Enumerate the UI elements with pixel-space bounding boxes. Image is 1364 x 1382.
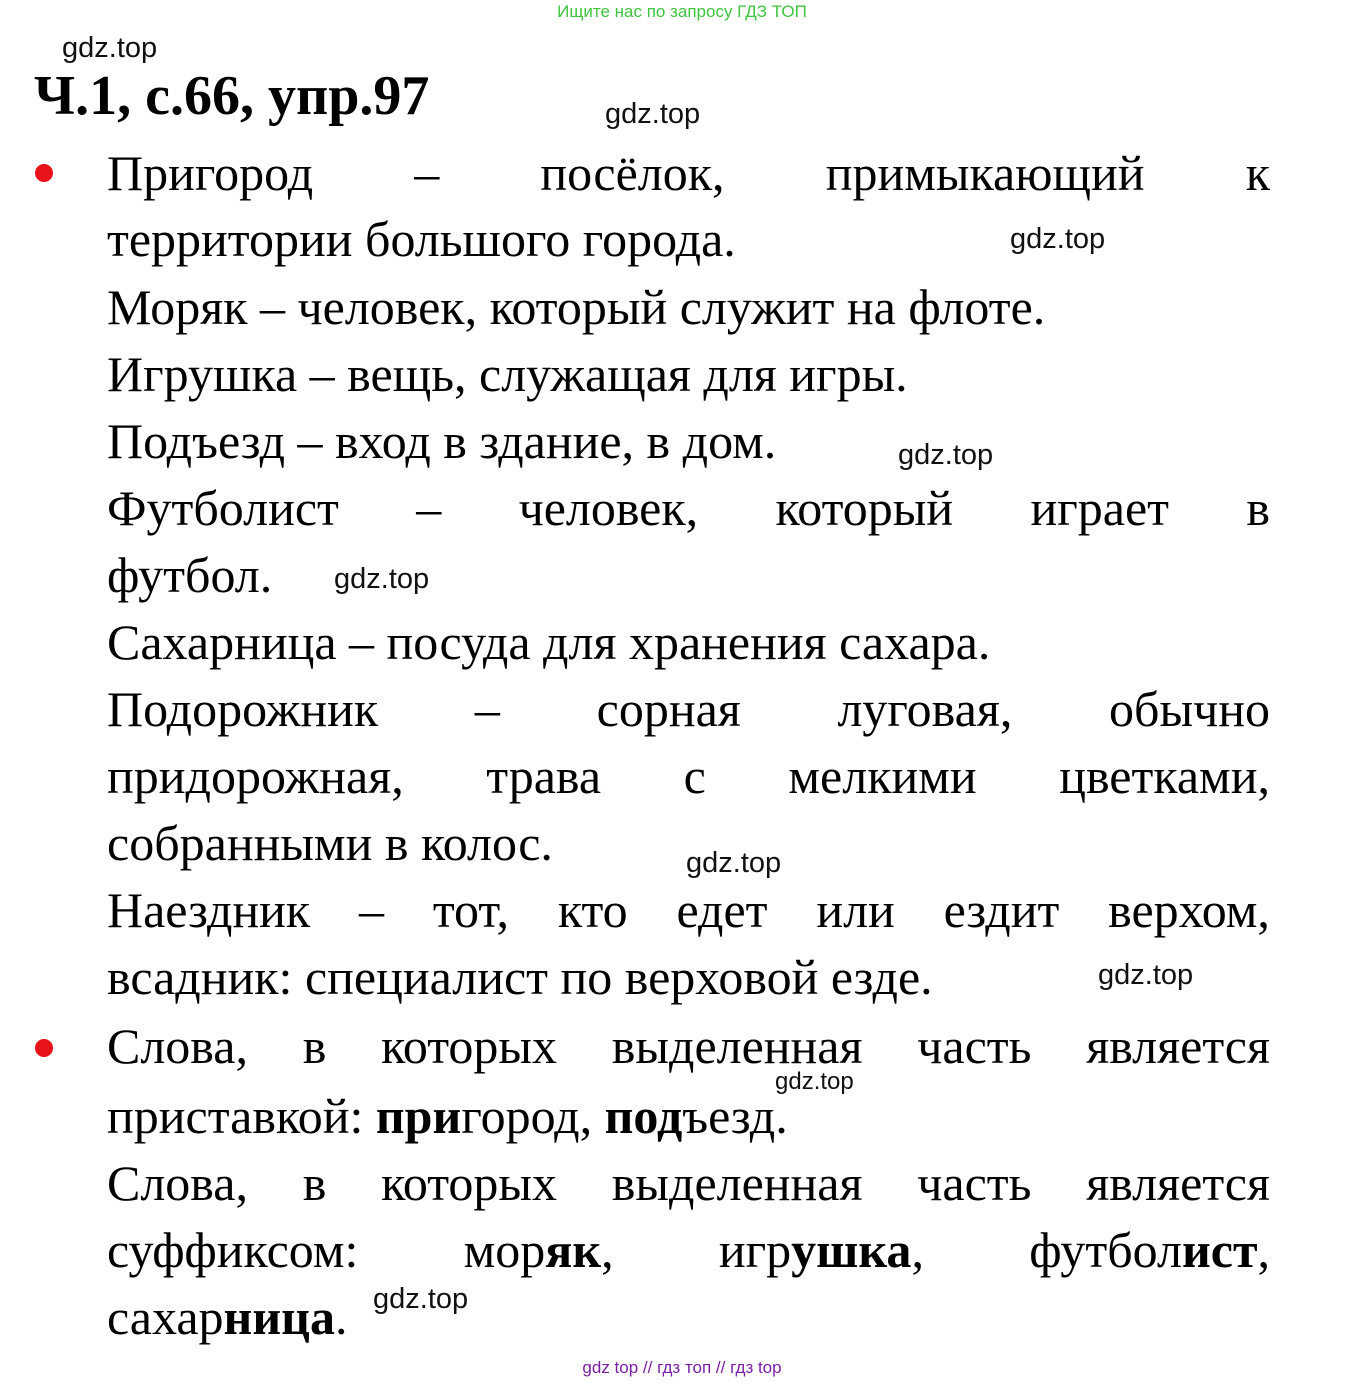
- text-line-7: футбол.: [107, 547, 273, 603]
- bullet-icon: [35, 164, 53, 182]
- word: –: [416, 480, 442, 536]
- text-line-13: всадник: специалист по верховой езде.: [107, 949, 933, 1005]
- word: выделенная: [611, 1155, 863, 1211]
- word: –: [414, 145, 440, 201]
- plain-text: город,: [461, 1088, 605, 1144]
- word: [1029, 1222, 1270, 1278]
- word: [718, 1222, 924, 1278]
- text-line-8: Сахарница – посуда для хранения сахара.: [107, 614, 991, 670]
- text-line-11: собранными в колос.: [107, 815, 553, 871]
- word: трава: [486, 748, 602, 804]
- plain-text: .: [334, 1289, 348, 1345]
- word: который: [775, 480, 954, 536]
- footer-links[interactable]: gdz top // гдз топ // гдз top: [582, 1358, 782, 1377]
- watermark: gdz.top: [775, 1068, 854, 1095]
- watermark: gdz.top: [686, 847, 782, 879]
- page-title: Ч.1, с.66, упр.97: [34, 65, 430, 127]
- word: к: [1245, 145, 1270, 201]
- word: с: [683, 748, 706, 804]
- word: Пригород: [107, 145, 314, 201]
- highlighted-prefix: под: [604, 1088, 683, 1144]
- word: в: [302, 1018, 327, 1074]
- word: которых: [381, 1018, 558, 1074]
- word: в: [1246, 480, 1270, 536]
- text-line-14: [107, 1018, 1270, 1074]
- watermark: gdz.top: [898, 439, 994, 471]
- watermark: gdz.top: [605, 98, 701, 130]
- word: [463, 1222, 614, 1278]
- word: Слова,: [107, 1018, 248, 1074]
- plain-text: ъезд.: [682, 1088, 788, 1144]
- word: Подорожник: [107, 681, 379, 737]
- highlighted-prefix: при: [375, 1088, 462, 1144]
- highlighted-suffix: ушка: [791, 1222, 912, 1278]
- plain-text: ,: [601, 1222, 614, 1278]
- word: примыкающий: [825, 145, 1145, 201]
- plain-text: игр: [718, 1222, 792, 1278]
- highlighted-suffix: як: [545, 1222, 602, 1278]
- word: является: [1086, 1155, 1270, 1211]
- word: в: [302, 1155, 327, 1211]
- word: мелкими: [788, 748, 977, 804]
- plain-text: ,: [1257, 1222, 1270, 1278]
- text-line-16: [107, 1155, 1270, 1211]
- watermark: gdz.top: [334, 563, 430, 595]
- word: часть: [917, 1155, 1032, 1211]
- word: кто: [557, 882, 628, 938]
- word: –: [359, 882, 385, 938]
- word: суффиксом:: [107, 1222, 359, 1278]
- word: выделенная: [611, 1018, 863, 1074]
- word: человек,: [518, 480, 699, 536]
- bullet-icon: [35, 1039, 53, 1057]
- word: верхом,: [1108, 882, 1270, 938]
- text-line-18: [107, 1289, 348, 1345]
- word: сорная: [596, 681, 741, 737]
- plain-text: ,: [911, 1222, 924, 1278]
- watermark: gdz.top: [1098, 959, 1194, 991]
- word: едет: [676, 882, 768, 938]
- plain-text: футбол: [1029, 1222, 1182, 1278]
- highlighted-suffix: ист: [1181, 1222, 1258, 1278]
- word: обычно: [1109, 681, 1270, 737]
- plain-text: сахар: [107, 1289, 224, 1345]
- word: посёлок,: [540, 145, 725, 201]
- word: часть: [917, 1018, 1032, 1074]
- word: –: [474, 681, 500, 737]
- top-banner[interactable]: Ищите нас по запросу ГДЗ ТОП: [557, 2, 807, 21]
- word: или: [816, 882, 895, 938]
- highlighted-suffix: ница: [223, 1289, 335, 1345]
- word: цветками,: [1059, 748, 1270, 804]
- word: придорожная,: [107, 748, 404, 804]
- text-line-15: [107, 1088, 788, 1144]
- word: которых: [381, 1155, 558, 1211]
- word: луговая,: [837, 681, 1013, 737]
- text-line-12: [107, 882, 1270, 938]
- word: тот,: [432, 882, 509, 938]
- text-line-4: Игрушка – вещь, служащая для игры.: [107, 346, 908, 402]
- word: ездит: [943, 882, 1060, 938]
- word: является: [1086, 1018, 1270, 1074]
- text-line-17: [107, 1222, 1270, 1278]
- plain-text: приставкой:: [107, 1088, 376, 1144]
- text-line-2: территории большого города.: [107, 211, 736, 267]
- text-line-1: [107, 145, 1270, 201]
- word: играет: [1030, 480, 1170, 536]
- word: Наездник: [107, 882, 311, 938]
- text-line-5: Подъезд – вход в здание, в дом.: [107, 413, 777, 469]
- word: Слова,: [107, 1155, 248, 1211]
- watermark: gdz.top: [373, 1283, 469, 1315]
- plain-text: мор: [463, 1222, 546, 1278]
- text-line-3: Моряк – человек, который служит на флоте.: [107, 279, 1046, 335]
- watermark: gdz.top: [62, 32, 158, 64]
- text-line-10: [107, 748, 1270, 804]
- text-line-9: [107, 681, 1270, 737]
- word: Футболист: [107, 480, 339, 536]
- text-line-6: [107, 480, 1270, 536]
- watermark: gdz.top: [1010, 223, 1106, 255]
